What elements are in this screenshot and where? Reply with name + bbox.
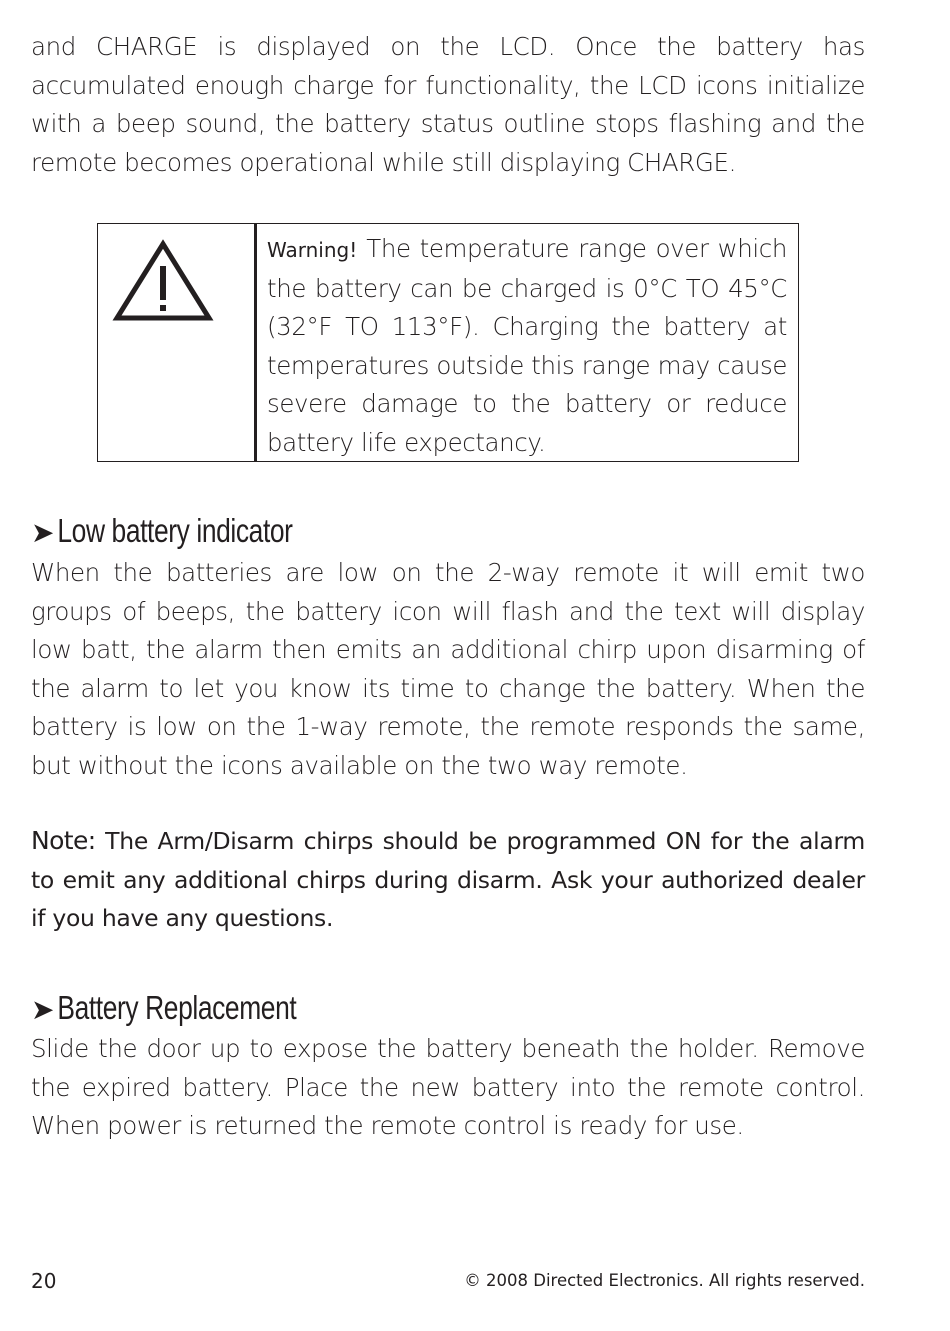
warning-text [267,230,787,463]
arrow-right-icon: ➤ [31,994,54,1025]
copyright-notice: © 2008 Directed Electronics. All rights reserved. [464,1271,865,1290]
low-battery-paragraph: When the batteries are low on the 2-way remote it will emit two groups of beeps, the battery icon will flash and the text will display low batt, the alarm then emits an additional chirp upon disarming of the alarm to let you know its time to change the battery. When the battery is low on the 1-way remote, the remote responds the same, but without the icons available on the two way remote. [31,558,865,780]
battery-replacement-paragraph: Slide the door up to expose the battery beneath the holder. Remove the expired battery. Place the new battery into the remote control. When power is returned the remote control is ready for use. [31,1034,865,1141]
intro-paragraph: and CHARGE is displayed on the LCD. Once the battery has accumulated enough charge for functionality, the LCD icons initialize with a beep sound, the battery status outline stops flashing and the remote becomes operational while still displaying CHARGE. [31,32,865,177]
arrow-right-icon: ➤ [31,517,54,548]
page-number: 20 [31,1269,57,1293]
warning-triangle-icon [112,238,214,322]
warning-divider [254,224,257,461]
heading-battery-replacement [31,988,296,1030]
warning-label: Warning! [267,238,358,262]
warning-body: The temperature range over which the battery can be charged is 0°C TO 45°C (32°F TO 113°F). Charging the battery at temperatures outside this range may cause severe damage to the battery or reduce battery life expectancy. [267,234,787,457]
note-paragraph [31,822,865,938]
heading-battery-replacement-title: Battery Replacement [57,989,297,1026]
warning-box [97,223,799,462]
heading-low-battery [31,511,293,553]
note-label: Note: [31,826,96,855]
heading-low-battery-title: Low battery indicator [57,512,293,549]
note-body: The Arm/Disarm chirps should be programmed ON for the alarm to emit any additional chirps during disarm. Ask your authorized dealer if you have any questions. [31,827,865,933]
